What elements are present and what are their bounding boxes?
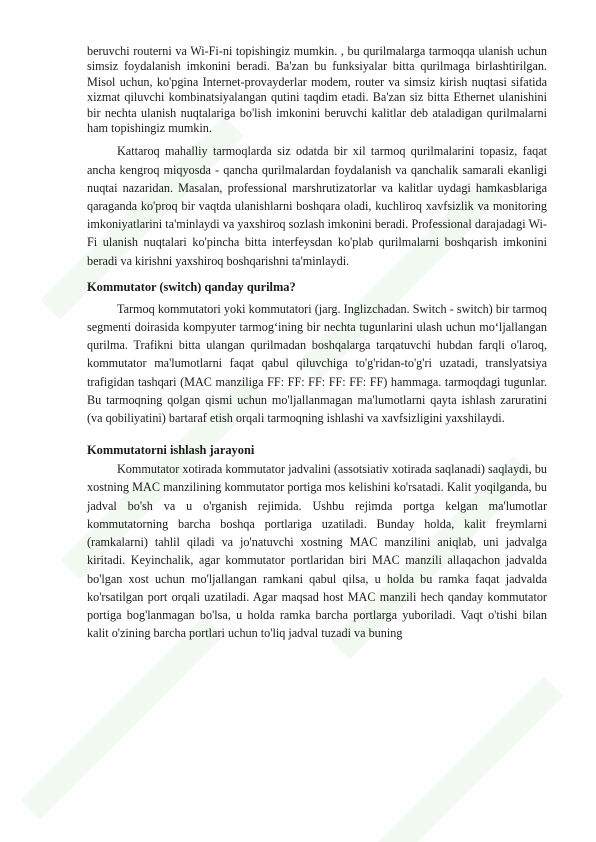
heading-switch-operation: Kommutatorni ishlash jarayoni bbox=[87, 443, 255, 458]
document-page bbox=[87, 44, 547, 642]
heading-switch-definition: Kommutator (switch) qanday qurilma? bbox=[87, 279, 296, 294]
paragraph-intro: beruvchi routerni va Wi-Fi-ni topishingiz mumkin. , bu qurilmalarga tarmoqqa ulanish uchun simsiz foydalanish imkonini beradi. Ba'zan bu funksiyalar bitta qurilmaga birlashtirilgan. Misol uchun, ko'pgina Internet-provayderlar modem, router va simsiz kirish nuqtasi sifatida xizmat qiluvchi kombinatsiyalangan qutini taqdim etadi. Ba'zan siz bitta Ethernet ulanishini bir nechta ulanish nuqtalariga bo'lish imkonini beruvchi kalitlar deb ataladigan qurilmalarni ham topishingiz mumkin. bbox=[87, 44, 547, 136]
paragraph-switch-operation: Kommutator xotirada kommutator jadvalini (assotsiativ xotirada saqlanadi) saqlaydi, bu xostning MAC manzilining kommutator portiga mos kelishini ko'rsatadi. Kalit yoqilganda, bu jadval bo'sh va u o'rganish rejimida. Ushbu rejimda portga kelgan ma'lumotlar kommutatorning barcha boshqa portlariga uzatiladi. Bunday holda, kalit freymlarni (ramkalarni) tahlil qiladi va jo'natuvchi xostning MAC manzilini aniqlab, uni jadvalga kiritadi. Keyinchalik, agar kommutator portlaridan biri MAC manzili allaqachon jadvalda bo'lgan xost uchun mo'ljallangan ramkani qabul qilsa, u holda bu ramka faqat jadvalda ko'rsatilgan port orqali uzatiladi. Agar maqsad host MAC manzili hech qanday kommutator portiga bog'lanmagan bo'lsa, u holda ramka barcha portlarga yuboriladi. Vaqt o'tishi bilan kalit o'zining barcha portlari uchun to'liq jadval tuzadi va buning bbox=[87, 462, 547, 641]
paragraph-switch-definition: Tarmoq kommutatori yoki kommutatori (jarg. Inglizchadan. Switch - switch) bir tarmoq segmenti doirasida kompyuter tarmog‘ining bir nechta tugunlarini ulash uchun mo‘ljallangan qurilma. Trafikni bitta ulangan qurilmadan boshqalarga tarqatuvchi hubdan farqli o'laroq, kommutator ma'lumotlarni faqat qabul qiluvchiga to'g'ridan-to'g'ri uzatadi, translyatsiya trafigidan tashqari (MAC manziliga FF: FF: FF: FF: FF: FF) hammaga. tarmoqdagi tugunlar. Bu tarmoqning qolgan qismi uchun mo'ljallanmagan ma'lumotlarni qayta ishlash zaruratini (va qobiliyatini) bartaraf etish orqali tarmoqning ishlashi va xavfsizligini yaxshilaydi. bbox=[87, 301, 547, 426]
paragraph-larger-networks: Kattaroq mahalliy tarmoqlarda siz odatda bir xil tarmoq qurilmalarini topasiz, faqat ancha kengroq miqyosda - qancha qurilmalardan foydalanish va qanchalik samarali ekanligi nuqtai nazaridan. Masalan, professional marshrutizatorlar va kalitlar uydagi hamkasblariga qaraganda ko'proq bir vaqtda ulanishlarni boshqara oladi, kuchliroq xavfsizlik va monitoring imkoniyatlarini ta'minlaydi va yaxshiroq sozlash imkonini beradi. Professional darajadagi Wi-Fi ulanish nuqtalari ko'pincha bitta interfeysdan ko'plab qurilmalarni boshqarish imkonini beradi va kirishni yaxshiroq boshqarishni ta'minlaydi. bbox=[87, 144, 547, 268]
